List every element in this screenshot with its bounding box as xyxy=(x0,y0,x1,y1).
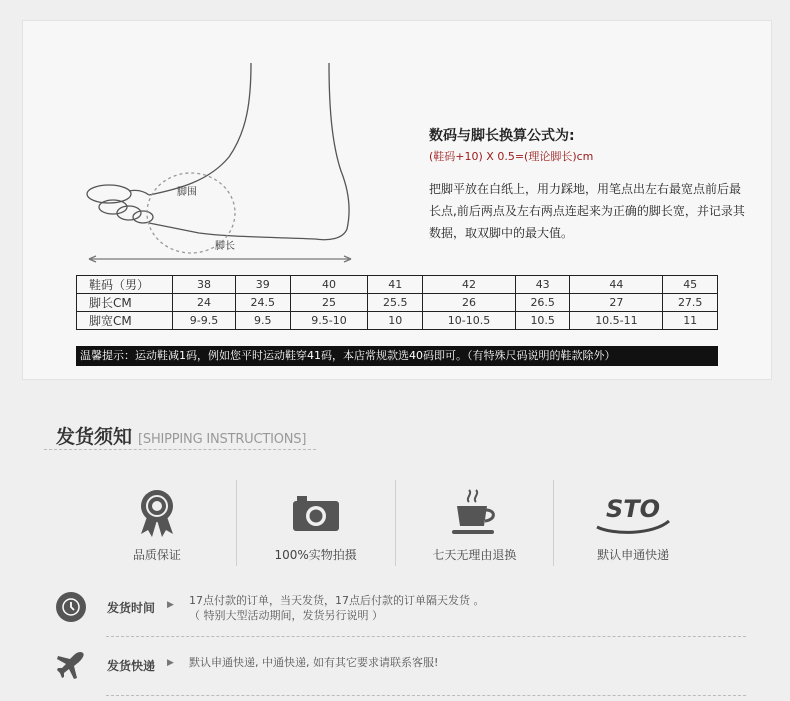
size-tip-bar: 温馨提示：运动鞋减1码，例如您平时运动鞋穿41码，本店常规款选40码即可。（有特殊尺码说明的鞋款除外） xyxy=(76,346,718,366)
size-table xyxy=(76,275,718,330)
table-cell: 24 xyxy=(173,294,236,312)
table-cell: 42 xyxy=(423,276,516,294)
info-row-courier xyxy=(56,650,438,680)
feature-quality xyxy=(78,480,236,566)
table-cell: 10.5 xyxy=(515,312,570,330)
info-row-key: 发货快递 xyxy=(107,659,156,673)
shipping-title xyxy=(56,422,306,449)
table-cell: 44 xyxy=(570,276,663,294)
table-cell: 24.5 xyxy=(236,294,291,312)
row-divider xyxy=(106,695,746,696)
formula-title: 数码与脚长换算公式为: xyxy=(429,128,575,144)
shipping-title-cn: 发货须知 xyxy=(56,426,133,448)
table-cell: 脚长CM xyxy=(77,294,173,312)
foot-length-label: 脚长 xyxy=(215,241,235,252)
info-row-value xyxy=(189,655,438,670)
feature-express xyxy=(553,480,712,566)
table-cell: 38 xyxy=(173,276,236,294)
table-cell: 10.5-11 xyxy=(570,312,663,330)
info-line: 默认申通快递, 中通快递, 如有其它要求请联系客服! xyxy=(189,656,439,669)
table-row xyxy=(77,312,718,330)
svg-text:STO: STO xyxy=(606,495,661,523)
title-divider xyxy=(44,449,316,450)
sto-logo-icon xyxy=(593,491,673,535)
shipping-title-en: [SHIPPING INSTRUCTIONS] xyxy=(138,432,307,447)
table-row xyxy=(77,294,718,312)
award-ribbon-icon xyxy=(137,488,177,538)
table-cell: 9-9.5 xyxy=(173,312,236,330)
table-cell: 25.5 xyxy=(368,294,423,312)
table-cell: 41 xyxy=(368,276,423,294)
feature-real-photo xyxy=(236,480,395,566)
airplane-icon xyxy=(56,650,86,680)
table-cell: 26 xyxy=(423,294,516,312)
camera-icon xyxy=(291,493,341,533)
table-cell: 11 xyxy=(663,312,718,330)
foot-girth-label: 脚围 xyxy=(177,187,197,198)
table-cell: 9.5-10 xyxy=(290,312,368,330)
arrow-right-icon: ▶ xyxy=(167,658,174,668)
formula-block xyxy=(429,125,749,244)
table-cell: 43 xyxy=(515,276,570,294)
table-cell: 鞋码（男） xyxy=(77,276,173,294)
feature-label: 100%实物拍摄 xyxy=(274,548,357,562)
table-cell: 脚宽CM xyxy=(77,312,173,330)
coffee-cup-icon xyxy=(449,488,499,538)
formula-expression: (鞋码+10) X 0.5=(理论脚长)cm xyxy=(429,150,594,163)
table-cell: 39 xyxy=(236,276,291,294)
info-row-ship-time xyxy=(56,592,485,623)
table-row xyxy=(77,276,718,294)
table-cell: 10 xyxy=(368,312,423,330)
table-cell: 10-10.5 xyxy=(423,312,516,330)
clock-icon xyxy=(56,592,86,622)
info-row-key: 发货时间 xyxy=(107,601,156,615)
size-chart-panel xyxy=(22,20,772,380)
table-cell: 9.5 xyxy=(236,312,291,330)
feature-label: 默认申通快递 xyxy=(597,548,670,562)
feature-label: 七天无理由退换 xyxy=(432,548,517,562)
table-cell: 27.5 xyxy=(663,294,718,312)
table-cell: 27 xyxy=(570,294,663,312)
table-cell: 25 xyxy=(290,294,368,312)
table-cell: 45 xyxy=(663,276,718,294)
table-cell: 40 xyxy=(290,276,368,294)
info-line: 17点付款的订单，当天发货，17点后付款的订单隔天发货 。 xyxy=(189,594,485,607)
table-cell: 26.5 xyxy=(515,294,570,312)
row-divider xyxy=(106,636,746,637)
feature-label: 品质保证 xyxy=(132,548,181,562)
feature-return xyxy=(395,480,554,566)
formula-description: 把脚平放在白纸上，用力踩地，用笔点出左右最宽点前后最长点,前后两点及左右两点连起来为正确的脚长宽，并记录其数据，取双脚中的最大值。 xyxy=(429,182,745,240)
info-line: （ 特别大型活动期间，发货另行说明 ） xyxy=(189,609,383,622)
info-row-value xyxy=(189,593,485,623)
arrow-right-icon: ▶ xyxy=(167,600,174,610)
feature-strip xyxy=(78,480,712,566)
